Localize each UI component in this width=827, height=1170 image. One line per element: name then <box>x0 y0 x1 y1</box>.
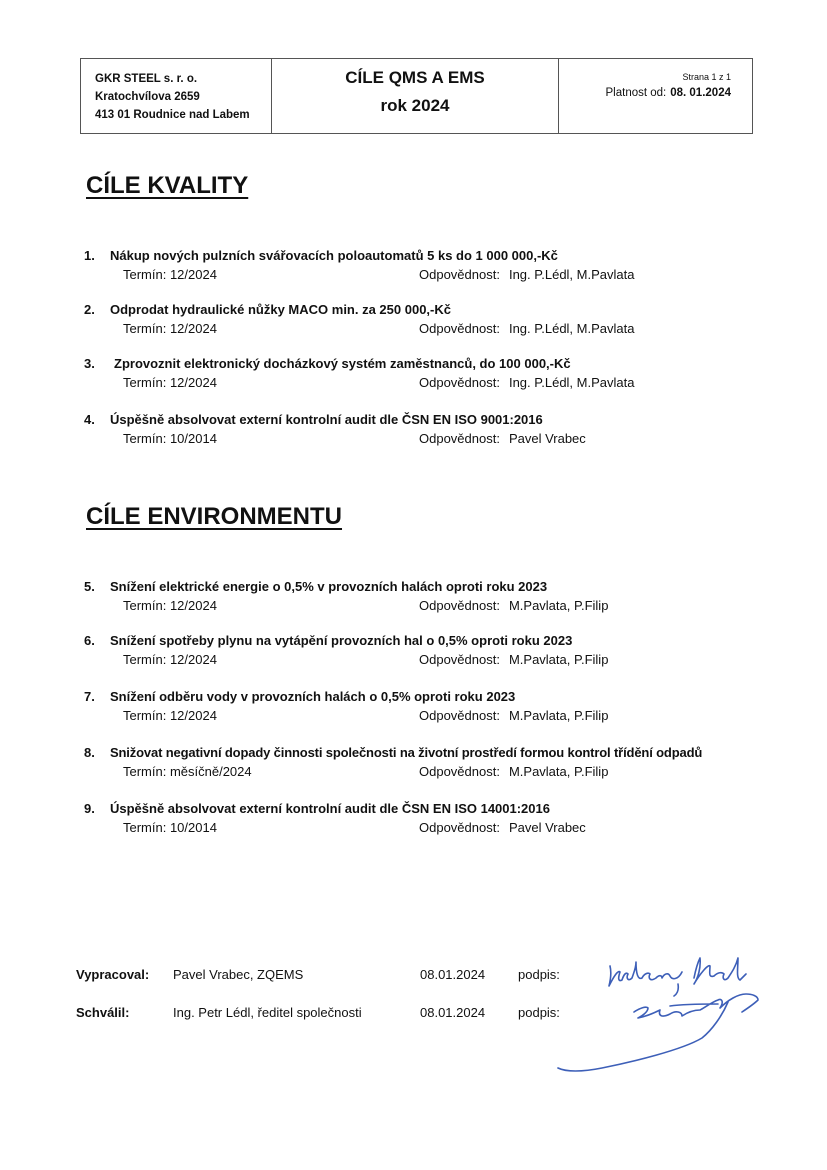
goal-term: Termín: 10/2014 <box>123 431 217 446</box>
validity-date: 08. 01.2024 <box>670 87 731 99</box>
goal-text: Úspěšně absolvovat externí kontrolní audit dle ČSN EN ISO 14001:2016 <box>110 801 550 816</box>
responsibility-label: Odpovědnost: <box>419 375 500 390</box>
goal-responsibility <box>419 706 608 725</box>
responsibility-label: Odpovědnost: <box>419 652 500 667</box>
document-meta <box>558 59 752 133</box>
page-number: Strana 1 z 1 <box>682 72 731 82</box>
goal-term: Termín: 12/2024 <box>123 267 217 282</box>
goal-item <box>84 631 764 669</box>
responsibility-label: Odpovědnost: <box>419 267 500 282</box>
signature-approved-icon <box>634 994 758 1018</box>
goal-number: 3. <box>84 356 95 371</box>
goal-number: 4. <box>84 412 95 427</box>
responsibility-label: Odpovědnost: <box>419 598 500 613</box>
document-header <box>80 58 753 134</box>
goal-number: 1. <box>84 248 95 263</box>
goal-responsibility <box>419 319 634 338</box>
responsibility-person: Pavel Vrabec <box>508 431 586 446</box>
goal-responsibility <box>419 373 634 392</box>
goal-item <box>84 743 764 781</box>
goal-text: Snížení odběru vody v provozních halách o 0,5% oproti roku 2023 <box>110 689 516 704</box>
validity-label: Platnost od: <box>605 87 667 99</box>
signature-role: Schválil: <box>76 1005 130 1020</box>
goal-term: Termín: 10/2014 <box>123 820 217 835</box>
company-name: GKR STEEL s. r. o. <box>95 73 198 85</box>
goal-item <box>84 246 764 284</box>
signature-role: Vypracoval: <box>76 967 150 982</box>
goal-text: Snižovat negativní dopady činnosti společnosti na životní prostředí formou kontrol třídění odpadů <box>110 745 703 760</box>
goal-text: Zprovoznit elektronický docházkový systém zaměstnanců, do 100 000,-Kč <box>114 356 571 371</box>
document-title-line2: rok 2024 <box>380 96 450 115</box>
goal-text: Odprodat hydraulické nůžky MACO min. za 250 000,-Kč <box>110 302 451 317</box>
goal-number: 2. <box>84 302 95 317</box>
responsibility-person: Pavel Vrabec <box>508 820 586 835</box>
goal-responsibility <box>419 650 608 669</box>
company-street: Kratochvílova 2659 <box>95 91 200 103</box>
signature-label: podpis: <box>518 967 560 982</box>
goal-term: Termín: 12/2024 <box>123 652 217 667</box>
goal-item <box>84 687 764 725</box>
signature-date: 08.01.2024 <box>420 967 486 982</box>
goal-text: Nákup nových pulzních svářovacích poloautomatů 5 ks do 1 000 000,-Kč <box>110 248 558 263</box>
goal-number: 8. <box>84 745 95 760</box>
signature-label: podpis: <box>518 1005 560 1020</box>
goal-term: Termín: 12/2024 <box>123 375 217 390</box>
responsibility-person: M.Pavlata, P.Filip <box>508 652 609 667</box>
handwritten-signatures-icon <box>552 950 767 1075</box>
signature-name: Pavel Vrabec, ZQEMS <box>173 967 304 982</box>
goal-item <box>84 410 764 448</box>
goal-number: 5. <box>84 579 95 594</box>
responsibility-label: Odpovědnost: <box>419 708 500 723</box>
responsibility-label: Odpovědnost: <box>419 321 500 336</box>
responsibility-person: Ing. P.Lédl, M.Pavlata <box>508 267 635 282</box>
goal-text: Úspěšně absolvovat externí kontrolní audit dle ČSN EN ISO 9001:2016 <box>110 412 543 427</box>
goal-responsibility <box>419 429 586 448</box>
responsibility-label: Odpovědnost: <box>419 431 500 446</box>
goal-text: Snížení spotřeby plynu na vytápění provozních hal o 0,5% oproti roku 2023 <box>110 633 573 648</box>
goal-responsibility <box>419 818 586 837</box>
goal-term: Termín: 12/2024 <box>123 708 217 723</box>
responsibility-label: Odpovědnost: <box>419 764 500 779</box>
responsibility-person: M.Pavlata, P.Filip <box>508 764 609 779</box>
signature-name: Ing. Petr Lédl, ředitel společnosti <box>173 1005 362 1020</box>
goal-responsibility <box>419 762 608 781</box>
goal-term: Termín: měsíčně/2024 <box>123 764 252 779</box>
goal-text: Snížení elektrické energie o 0,5% v provozních halách oproti roku 2023 <box>110 579 548 594</box>
responsibility-person: M.Pavlata, P.Filip <box>508 598 609 613</box>
responsibility-person: M.Pavlata, P.Filip <box>508 708 609 723</box>
goal-item <box>84 354 764 392</box>
company-address <box>81 59 271 133</box>
company-city: 413 01 Roudnice nad Labem <box>95 109 250 121</box>
goal-item <box>84 799 764 837</box>
goal-number: 6. <box>84 633 95 648</box>
environment-section-title: CÍLE ENVIRONMENTU <box>86 503 343 530</box>
goal-number: 9. <box>84 801 95 816</box>
validity <box>559 84 731 102</box>
goal-responsibility <box>419 596 608 615</box>
goal-responsibility <box>419 265 634 284</box>
document-title-line1: CÍLE QMS A EMS <box>345 68 485 87</box>
responsibility-label: Odpovědnost: <box>419 820 500 835</box>
goal-item <box>84 300 764 338</box>
responsibility-person: Ing. P.Lédl, M.Pavlata <box>508 375 635 390</box>
document-title <box>271 59 558 133</box>
goal-number: 7. <box>84 689 95 704</box>
quality-section-title: CÍLE KVALITY <box>86 172 249 199</box>
goal-item <box>84 577 764 615</box>
signature-date: 08.01.2024 <box>420 1005 486 1020</box>
responsibility-person: Ing. P.Lédl, M.Pavlata <box>508 321 635 336</box>
goal-term: Termín: 12/2024 <box>123 598 217 613</box>
signature-prepared-icon <box>609 958 746 996</box>
goal-term: Termín: 12/2024 <box>123 321 217 336</box>
